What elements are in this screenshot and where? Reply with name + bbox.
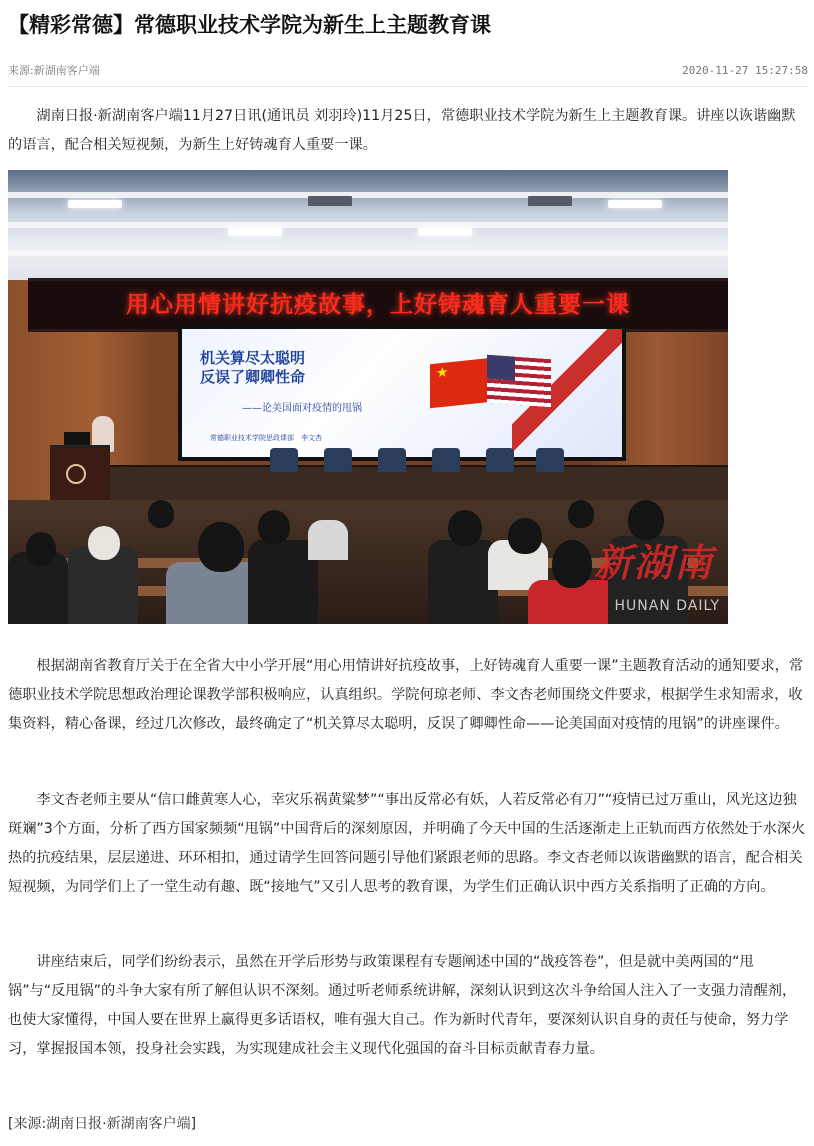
article-title: 【精彩常德】常德职业技术学院为新生上主题教育课 <box>8 13 491 37</box>
paragraph-lecture: 李文杏老师主要从“信口雌黄寒人心，幸灾乐祸黄粱梦”“事出反常必有妖，人若反常必有刀”“疫情已过万重山，风光这边独斑斓”3个方面，分析了西方国家频频“甩锅”中国背后的深刻原因，并明确了今天中国的生活逐渐走上正轨而西方依然处于水深火热的抗疫结果，层层递进、环环相扣，通过请学生回答问题引导他们紧跟老师的思路。李文杏老师以诙谐幽默的语言，配合相关短视频，为同学们上了一堂生动有趣、既“接地气”又引人思考的教育课，为学生们正确认识中西方关系指明了正确的方向。 <box>8 792 806 895</box>
paragraph-lead: 湖南日报·新湖南客户端11月27日讯(通讯员 刘羽玲)11月25日，常德职业技术学院为新生上主题教育课。讲座以诙谐幽默的语言，配合相关短视频，为新生上好铸魂育人重要一课。 <box>8 108 796 153</box>
podium-monitor <box>64 432 90 446</box>
school-emblem-icon <box>66 464 86 484</box>
article-source: 来源:新湖南客户端 <box>8 64 100 77</box>
us-flag-icon <box>487 355 551 407</box>
screen-org: 常德职业技术学院思政课部 李文杏 <box>210 434 322 442</box>
article-meta <box>8 62 808 80</box>
article-datetime: 2020-11-27 15:27:58 <box>682 64 808 77</box>
watermark-text: HUNAN DAILY <box>614 598 720 614</box>
article-footer-source: [来源:湖南日报·新湖南客户端] <box>8 1116 197 1132</box>
paragraph-background: 根据湖南省教育厅关于在全省大中小学开展“用心用情讲好抗疫故事，上好铸魂育人重要一课”主题教育活动的通知要求，常德职业技术学院思想政治理论课教学部积极响应，认真组织。学院何琼老师、李文杏老师围绕文件要求，根据学生求知需求，收集资料，精心备课，经过几次修改，最终确定了“机关算尽太聪明，反误了卿卿性命——论美国面对疫情的甩锅”的讲座课件。 <box>8 658 804 732</box>
lecture-photo <box>8 170 728 624</box>
screen-subtitle: ——论美国面对疫情的甩锅 <box>242 403 362 414</box>
led-banner: 用心用情讲好抗疫故事，上好铸魂育人重要一课 <box>28 278 728 332</box>
china-flag-icon: ★ <box>430 358 492 409</box>
projection-screen <box>178 325 626 461</box>
paragraph-feedback: 讲座结束后，同学们纷纷表示，虽然在开学后形势与政策课程有专题阐述中国的“战疫答卷”，但是就中美两国的“甩锅”与“反甩锅”的斗争大家有所了解但认识不深刻。通过听老师系统讲解，深刻认识到这次斗争给国人注入了一支强力清醒剂，也使大家懂得，中国人要在世界上赢得更多话语权，唯有强大自己。作为新时代青年，要深刻认识自身的责任与使命，努力学习，掌握报国本领，投身社会实践，为实现建成社会主义现代化强国的奋斗目标贡献青春力量。 <box>8 954 797 1057</box>
meta-divider <box>8 86 808 87</box>
watermark-logo: 新湖南 <box>593 541 714 585</box>
photo-ceiling <box>8 170 728 280</box>
screen-title: 机关算尽太聪明 反误了卿卿性命 <box>200 349 306 386</box>
